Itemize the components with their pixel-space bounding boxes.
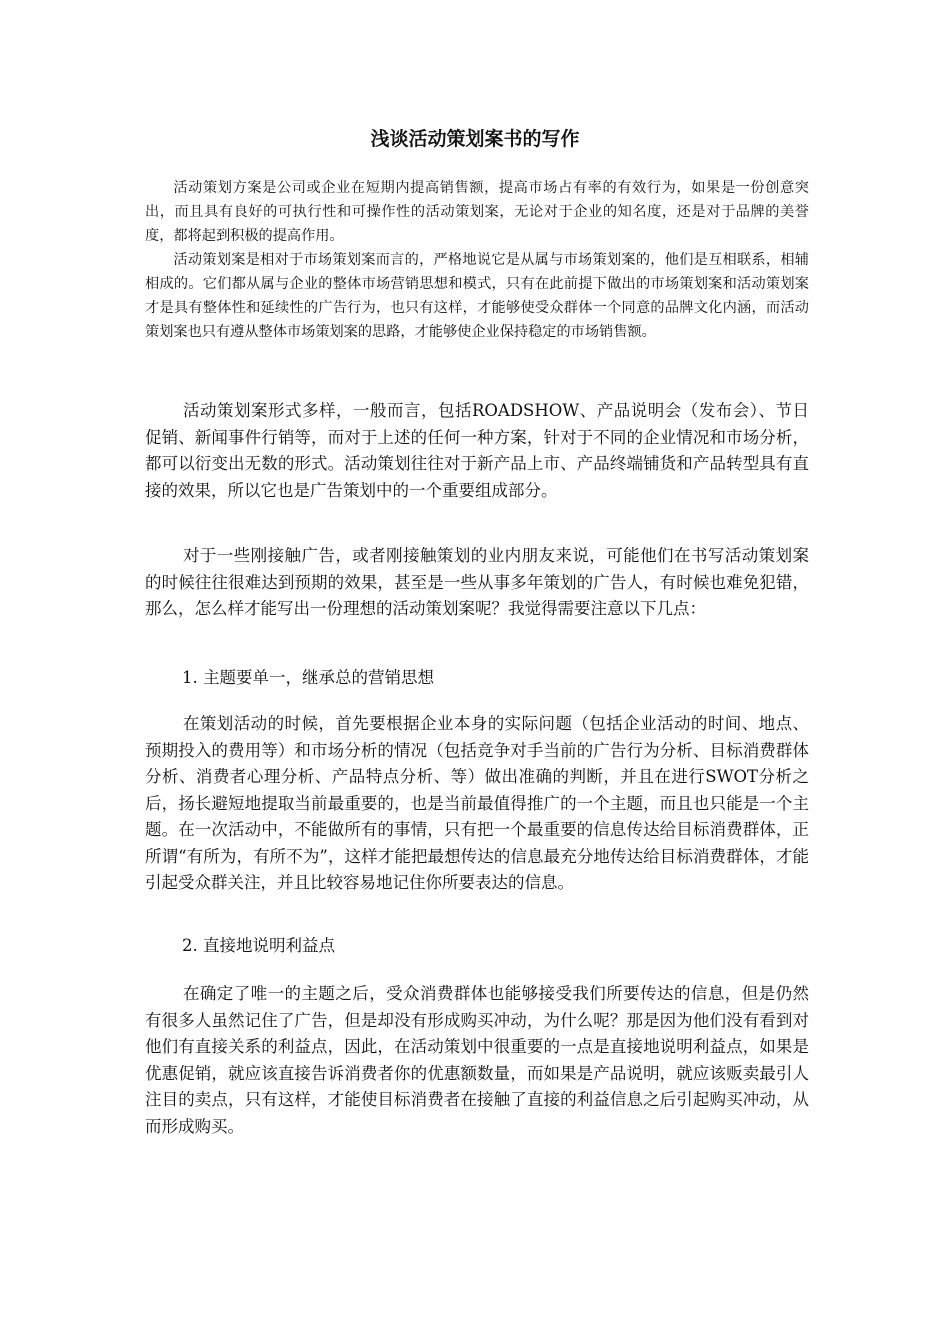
section-1-body-block bbox=[145, 711, 809, 897]
paragraph-forms: 活动策划案形式多样，一般而言，包括ROADSHOW、产品说明会（发布会）、节日促销、新闻事件行销等，而对于上述的任何一种方案，针对于不同的企业情况和市场分析，都可以衍变出无数的形式。活动策划往往对于新产品上市、产品终端铺货和产品转型具有直接的效果，所以它也是广告策划中的一个重要组成部分。 bbox=[145, 401, 809, 500]
intro-paragraph-2: 活动策划案是相对于市场策划案而言的，严格地说它是从属与市场策划案的，他们是互相联系，相辅相成的。它们都从属与企业的整体市场营销思想和模式，只有在此前提下做出的市场策划案和活动策划案才是具有整体性和延续性的广告行为，也只有这样，才能够使受众群体一个同意的品牌文化内涵，而活动策划案也只有遵从整体市场策划案的思路，才能够使企业保持稳定的市场销售额。 bbox=[145, 252, 809, 340]
forms-section bbox=[145, 398, 809, 504]
intro-section bbox=[145, 176, 809, 344]
section-2-body: 在确定了唯一的主题之后，受众消费群体也能够接受我们所要传达的信息，但是仍然有很多人虽然记住了广告，但是却没有形成购买冲动，为什么呢？那是因为他们没有看到对他们有直接关系的利益点，因此，在活动策划中很重要的一点是直接地说明利益点，如果是优惠促销，就应该直接告诉消费者你的优惠额数量，而如果是产品说明，就应该贩卖最引人注目的卖点，只有这样，才能使目标消费者在接触了直接的利益信息之后引起购买冲动，从而形成购买。 bbox=[145, 984, 809, 1136]
section-1-heading: 1. 主题要单一，继承总的营销思想 bbox=[182, 668, 434, 687]
document-title: 浅谈活动策划案书的写作 bbox=[370, 128, 580, 150]
paragraph-problem: 对于一些刚接触广告，或者刚接触策划的业内朋友来说，可能他们在书写活动策划案的时候往往很难达到预期的效果，甚至是一些从事多年策划的广告人，有时候也难免犯错，那么，怎么样才能写出一份理想的活动策划案呢？我觉得需要注意以下几点： bbox=[145, 546, 809, 618]
problem-section bbox=[145, 543, 809, 623]
section-2-body-block bbox=[145, 981, 809, 1140]
intro-paragraph-1: 活动策划方案是公司或企业在短期内提高销售额，提高市场占有率的有效行为，如果是一份创意突出，而且具有良好的可执行性和可操作性的活动策划案，无论对于企业的知名度，还是对于品牌的美誉度，都将起到积极的提高作用。 bbox=[145, 180, 809, 244]
section-2-heading: 2. 直接地说明利益点 bbox=[182, 936, 335, 955]
section-1-body: 在策划活动的时候，首先要根据企业本身的实际问题（包括企业活动的时间、地点、预期投入的费用等）和市场分析的情况（包括竞争对手当前的广告行为分析、目标消费群体分析、消费者心理分析、产品特点分析、等）做出准确的判断，并且在进行SWOT分析之后，扬长避短地提取当前最重要的，也是当前最值得推广的一个主题，而且也只能是一个主题。在一次活动中，不能做所有的事情，只有把一个最重要的信息传达给目标消费群体，正所谓“有所为，有所不为”，这样才能把最想传达的信息最充分地传达给目标消费群体，才能引起受众群关注，并且比较容易地记住你所要表达的信息。 bbox=[145, 714, 809, 892]
